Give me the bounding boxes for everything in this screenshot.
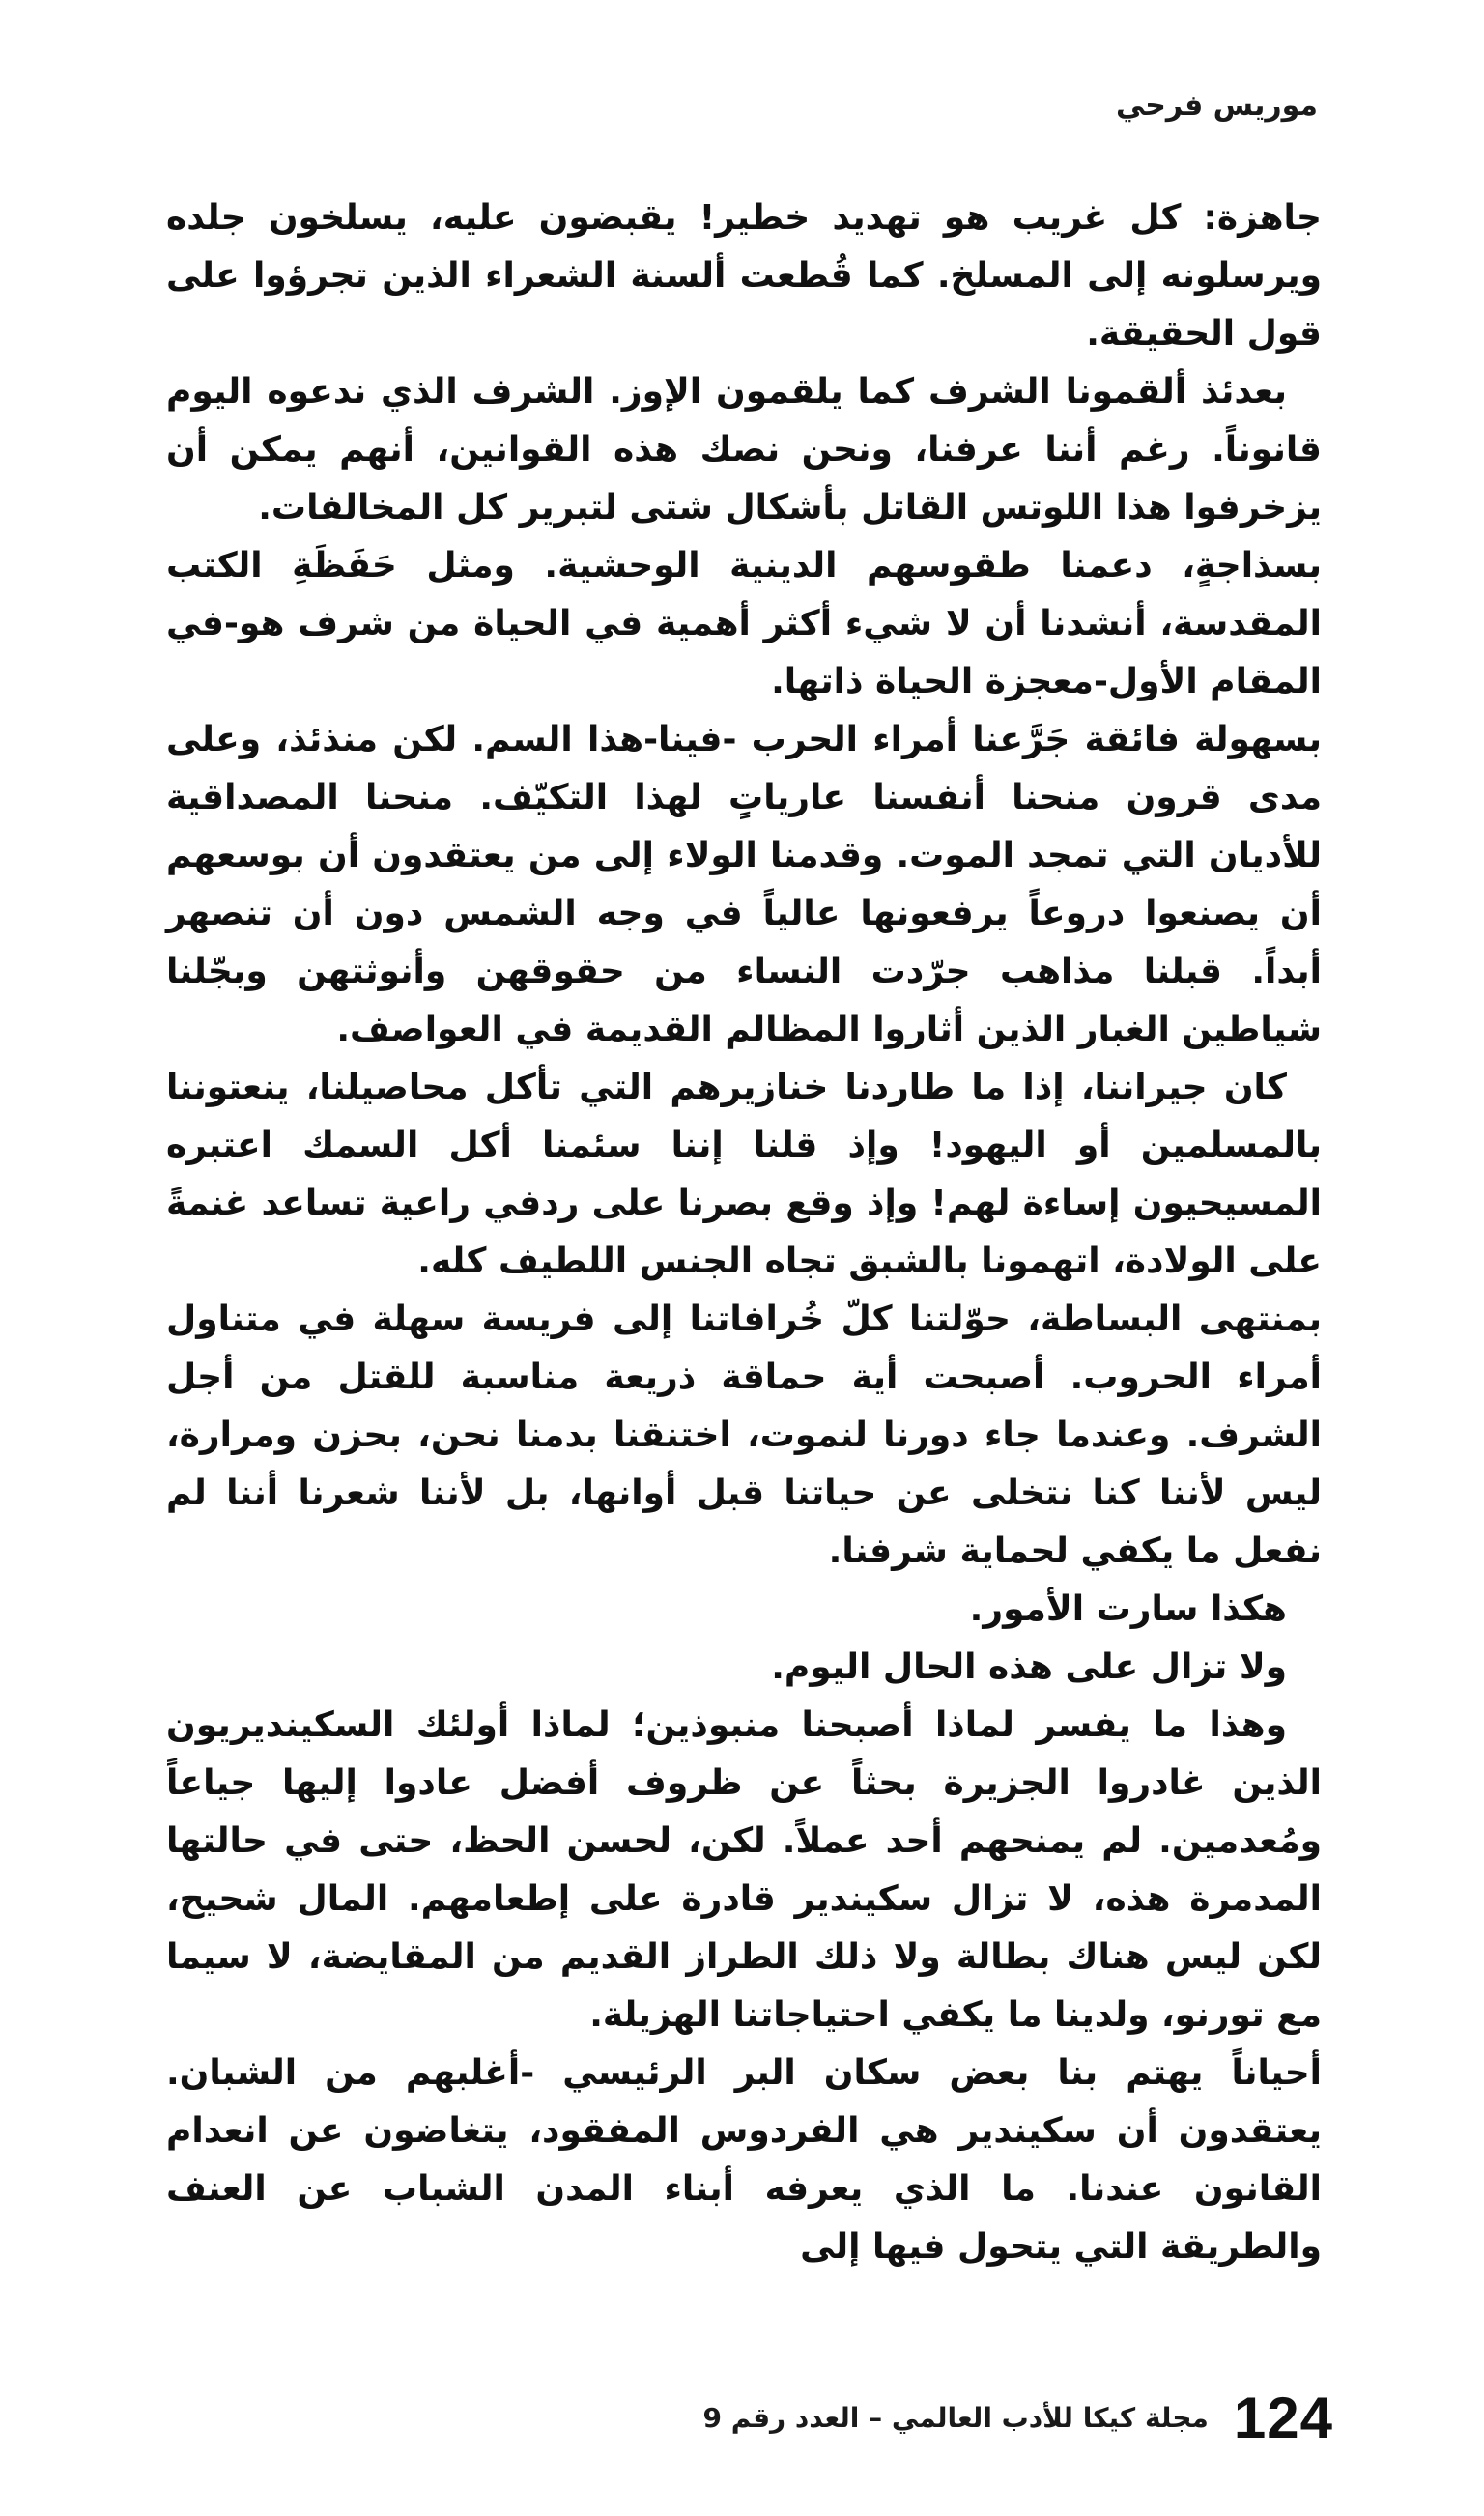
paragraph: ولا تزال على هذه الحال اليوم. — [771, 1647, 1287, 1687]
paragraph: وهذا ما يفسر لماذا أصبحنا منبوذين؛ لماذا أولئك السكينديريون الذين غادروا الجزيرة بحثاً عن ظروف أفضل عادوا إليها جياعاً ومُعدمين. لم يمنحهم أحد عملاً. لكن، لحسن الحظ، حتى في حالتها المدمرة هذه، لا تزال سكيندير قادرة على إطعامهم. المال شحيح، لكن ليس هناك بطالة ولا ذلك الطراز القديم من المقايضة، لا سيما مع تورنو، ولدينا ما يكفي احتياجاتنا الهزيلة. — [166, 1705, 1322, 2035]
running-head-author: موريس فرحي — [1115, 89, 1318, 123]
paragraph: بسذاجةٍ، دعمنا طقوسهم الدينية الوحشية. ومثل حَفَظَةِ الكتب المقدسة، أنشدنا أن لا شيء أكثر أهمية في الحياة من شرف هو-في المقام الأول-معجزة الحياة ذاتها. — [166, 546, 1322, 701]
paragraph: بمنتهى البساطة، حوّلتنا كلّ خُرافاتنا إلى فريسة سهلة في متناول أمراء الحروب. أصبحت أية حماقة ذريعة مناسبة للقتل من أجل الشرف. وعندما جاء دورنا لنموت، اختنقنا بدمنا نحن، بحزن ومرارة، ليس لأننا كنا نتخلى عن حياتنا قبل أوانها، بل لأننا شعرنا أننا لم نفعل ما يكفي لحماية شرفنا. — [166, 1300, 1322, 1571]
page-number: 124 — [1233, 2385, 1333, 2450]
page-footer — [702, 2379, 1333, 2456]
paragraph: بسهولة فائقة جَرَّعنا أمراء الحرب -فينا-هذا السم. لكن منذئذ، وعلى مدى قرون منحنا أنفسنا عارياتٍ لهذا التكيّف. منحنا المصداقية للأديان التي تمجد الموت. وقدمنا الولاء إلى من يعتقدون أن بوسعهم أن يصنعوا دروعاً يرفعونها عالياً في وجه الشمس دون أن تنصهر أبداً. قبلنا مذاهب جرّدت النساء من حقوقهن وأنوثتهن وبجّلنا شياطين الغبار الذين أثاروا المظالم القديمة في العواصف. — [166, 720, 1322, 1049]
paragraph: كان جيراننا، إذا ما طاردنا خنازيرهم التي تأكل محاصيلنا، ينعتوننا بالمسلمين أو اليهود! وإذ قلنا إننا سئمنا أكل السمك اعتبره المسيحيون إساءة لهم! وإذ وقع بصرنا على ردفي راعية تساعد غنمةً على الولادة، اتهمونا بالشبق تجاه الجنس اللطيف كله. — [166, 1068, 1322, 1281]
body-text — [166, 189, 1322, 2276]
journal-name: مجلة كيكا للأدب العالمي – العدد رقم 9 — [702, 2401, 1209, 2434]
paragraph: أحياناً يهتم بنا بعض سكان البر الرئيسي -أغلبهم من الشبان. يعتقدون أن سكيندير هي الفردوس المفقود، يتغاضون عن انعدام القانون عندنا. ما الذي يعرفه أبناء المدن الشباب عن العنف والطريقة التي يتحول فيها إلى — [166, 2053, 1322, 2267]
paragraph: بعدئذ ألقمونا الشرف كما يلقمون الإوز. الشرف الذي ندعوه اليوم قانوناً. رغم أننا عرفنا، ونحن نصك هذه القوانين، أنهم يمكن أن يزخرفوا هذا اللوتس القاتل بأشكال شتى لتبرير كل المخالفات. — [166, 372, 1322, 528]
paragraph: هكذا سارت الأمور. — [969, 1589, 1287, 1629]
paragraph: جاهزة: كل غريب هو تهديد خطير! يقبضون عليه، يسلخون جلده ويرسلونه إلى المسلخ. كما قُطعت ألسنة الشعراء الذين تجرؤوا على قول الحقيقة. — [166, 198, 1322, 354]
